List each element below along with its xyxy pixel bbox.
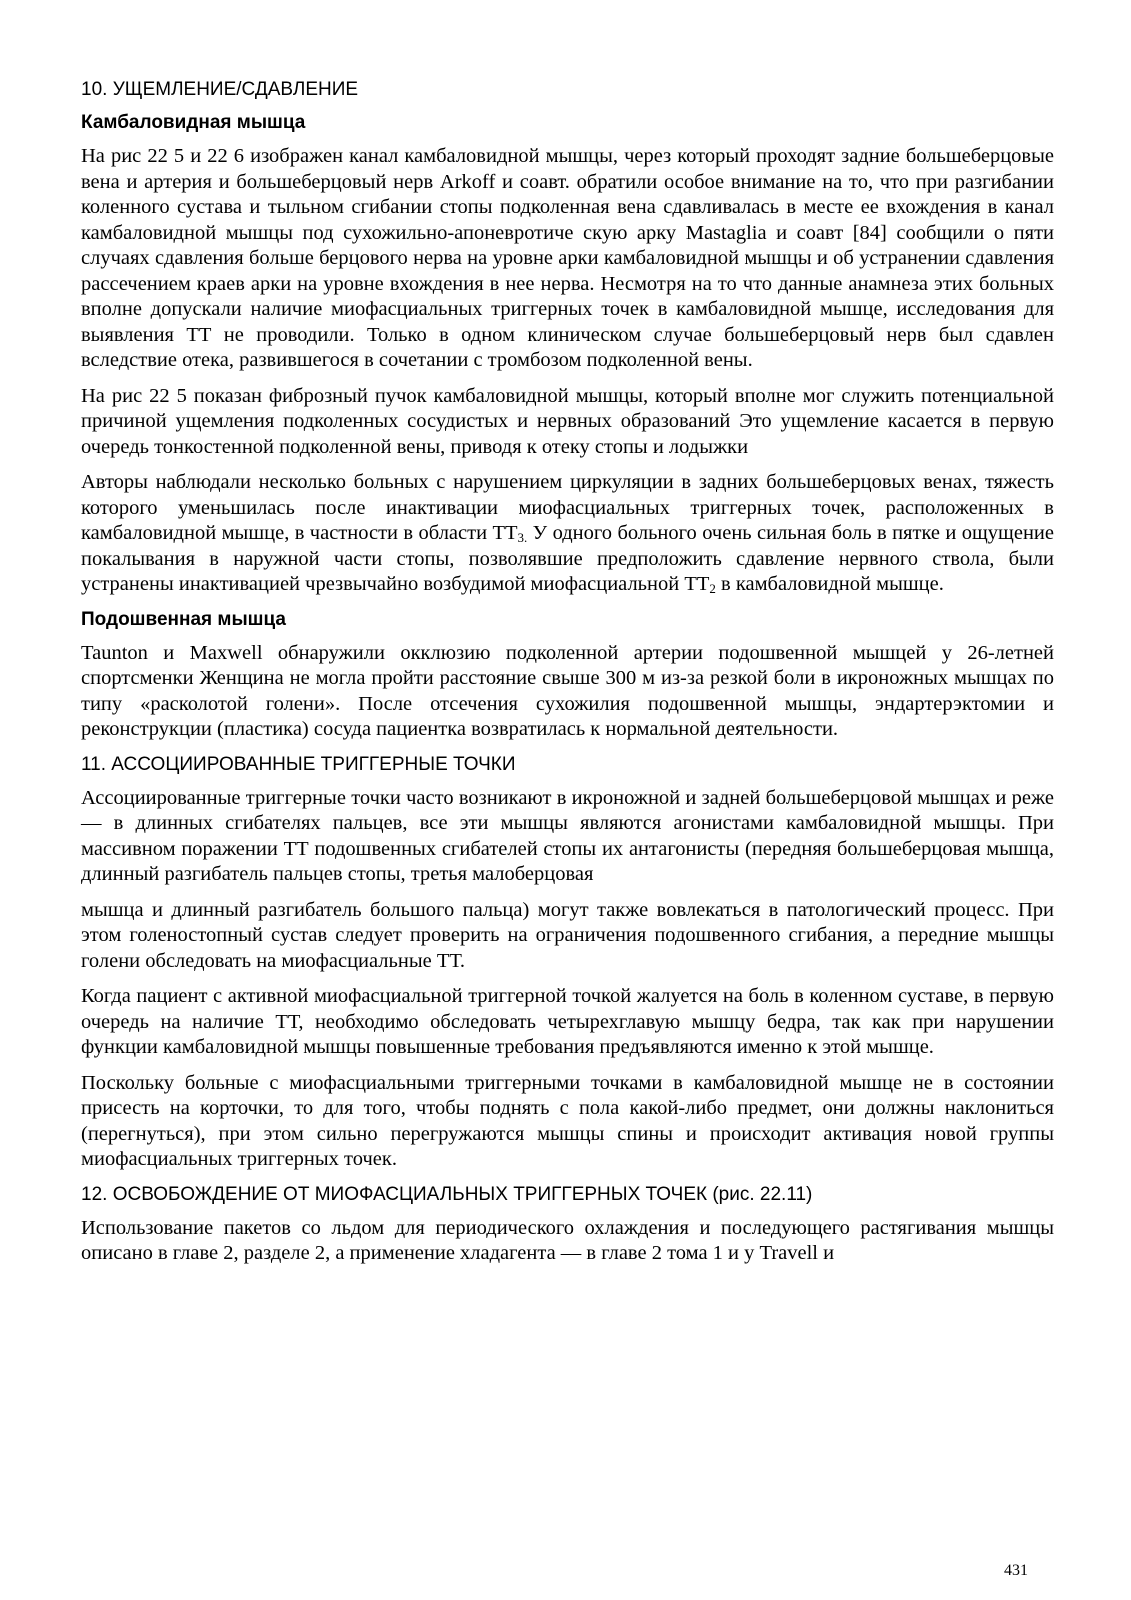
section-heading-11: 11. АССОЦИИРОВАННЫЕ ТРИГГЕРНЫЕ ТОЧКИ	[81, 753, 516, 775]
paragraph: Taunton и Maxwell обнаружили окклюзию подколенной артерии подошвенной мышцей у 26-летней спортсменки Женщина не могла пройти расстояние свыше 300 м из-за резкой боли в икроножных мышцах по типу «расколотой голени». После отсечения сухожилия подошвенной мышцы, эндартерэктомии и реконструкции (пластика) сосуда пациентка возвратилась к нормальной деятельности.	[81, 641, 1054, 740]
paragraph: На рис 22 5 и 22 6 изображен канал камбаловидной мышцы, через который проходят задние большеберцовые вена и артерия и большеберцовый нерв Arkoff и соавт. обратили особое внимание на то, что при разгибании коленного сустава и тыльном сгибании стопы подколенная вена сдавливалась в месте ее вхождения в канал камбаловидной мышцы под сухожильно-апоневротиче скую арку Mastaglia и соавт [84] сообщили о пяти случаях сдавления больше берцового нерва на уровне арки камбаловидной мышцы и об устранении сдавления рассечением краев арки на уровне вхождения в нее нерва. Несмотря на то что данные анамнеза этих больных вполне допускали наличие миофасциальных триггерных точек в камбаловидной мышце, исследования для выявления ТТ не проводили. Только в одном клиническом случае большеберцовый нерв был сдавлен вследствие отека, развившегося в сочетании с тромбозом подколенной вены.	[81, 145, 1054, 371]
paragraph-text: У одного больного очень сильная боль в пятке и ощущение покалывания в наружной части стопы, позволявшие предположить сдавление нервного ствола, были устранены инактивацией чрезвычайно возбудимой миофасциальной ТТ	[81, 522, 1054, 595]
section-heading-10: 10. УЩЕМЛЕНИЕ/СДАВЛЕНИЕ	[81, 79, 359, 100]
paragraph-with-subscripts	[81, 470, 1054, 598]
page-number: 431	[1004, 1562, 1028, 1579]
subscript: 3.	[517, 530, 528, 545]
paragraph: Когда пациент с активной миофасциальной триггерной точкой жалуется на боль в коленном суставе, в первую очередь на наличие ТТ, необходимо обследовать четырехглавую мышцу бедра, так как при нарушении функции камбаловидной мышцы повышенные требования предъявляются именно к этой мышце.	[81, 985, 1054, 1058]
subsection-heading-soleus: Камбаловидная мышца	[81, 112, 306, 133]
paragraph-text: Авторы наблюдали несколько больных с нарушением циркуляции в задних большеберцовых венах, тяжесть которого уменьшилась после инактивации миофасциальных триггерных точек, расположенных в камбаловидной мышце, в частности в области ТТ	[81, 471, 1054, 544]
paragraph: мышца и длинный разгибатель большого пальца) могут также вовлекаться в патологический процесс. При этом голеностопный сустав следует проверить на ограничения подошвенного сгибания, а передние мышцы голени обследовать на миофасциальные ТТ.	[81, 898, 1054, 972]
paragraph: Ассоциированные триггерные точки часто возникают в икроножной и задней большеберцовой мышцах и реже — в длинных сгибателях пальцев, все эти мышцы являются агонистами камбаловидной мышцы. При массивном поражении ТТ подошвенных сгибателей стопы их антагонисты (передняя большеберцовая мышца, длинный разгибатель пальцев стопы, третья малоберцовая	[81, 786, 1054, 885]
subsection-heading-plantaris: Подошвенная мышца	[81, 608, 286, 630]
paragraph-text: в камбаловидной мышце.	[715, 573, 944, 595]
section-heading-12: 12. ОСВОБОЖДЕНИЕ ОТ МИОФАСЦИАЛЬНЫХ ТРИГГЕРНЫХ ТОЧЕК (рис. 22.11)	[81, 1183, 813, 1205]
paragraph: Поскольку больные с миофасциальными триггерными точками в камбаловидной мышце не в состоянии присесть на корточки, то для того, чтобы поднять с пола какой-либо предмет, они должны наклониться (перегнуться), при этом сильно перегружаются мышцы спины и происходит активация новой группы миофасциальных триггерных точек.	[81, 1071, 1054, 1170]
subscript: 2	[709, 581, 716, 596]
paragraph: На рис 22 5 показан фиброзный пучок камбаловидной мышцы, который вполне мог служить потенциальной причиной ущемления подколенных сосудистых и нервных образований Это ущемление касается в первую очередь тонкостенной подколенной вены, приводя к отеку стопы и лодыжки	[81, 384, 1054, 458]
paragraph: Использование пакетов со льдом для периодического охлаждения и последующего растягивания мышцы описано в главе 2, разделе 2, а применение хладагента — в главе 2 тома 1 и у Travell и	[81, 1216, 1054, 1264]
